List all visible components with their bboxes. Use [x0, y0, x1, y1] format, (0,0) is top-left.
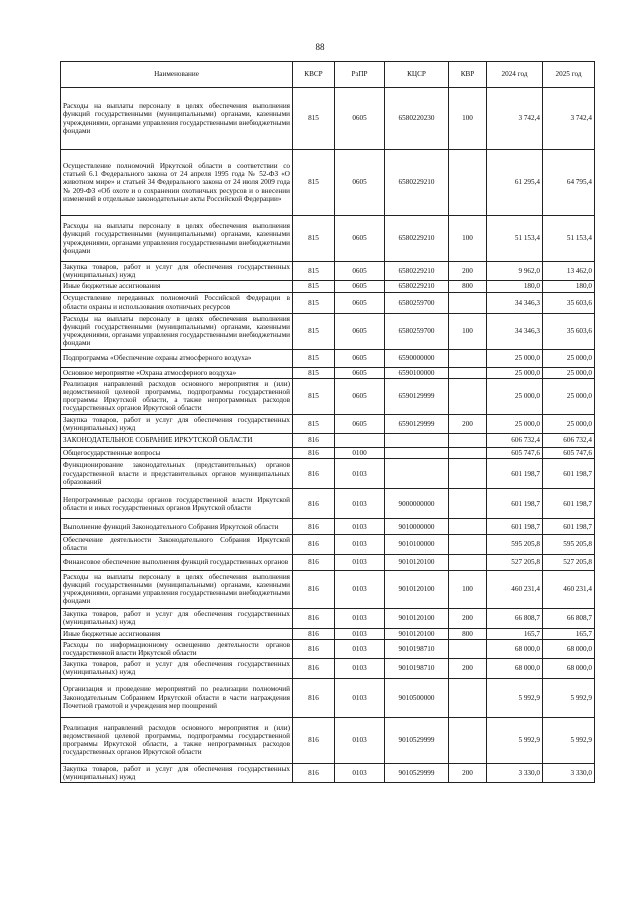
row-name: ЗАКОНОДАТЕЛЬНОЕ СОБРАНИЕ ИРКУТСКОЙ ОБЛАСТИ: [61, 434, 293, 448]
row-2024: 460 231,4: [487, 570, 543, 608]
header-2025: 2025 год: [543, 62, 595, 88]
row-kcsr: [385, 434, 449, 448]
row-kvr: 200: [449, 414, 487, 433]
row-name: Общегосударственные вопросы: [61, 448, 293, 459]
header-kvsr: КВСР: [293, 62, 335, 88]
row-kvr: 100: [449, 88, 487, 150]
table-row: [61, 519, 595, 535]
row-2025: 25 000,0: [543, 367, 595, 378]
row-rzpr: 0100: [335, 448, 385, 459]
row-rzpr: 0605: [335, 262, 385, 281]
row-kvr: [449, 448, 487, 459]
row-rzpr: 0103: [335, 608, 385, 628]
row-2025: 25 000,0: [543, 414, 595, 433]
row-kvsr: 816: [293, 763, 335, 782]
budget-table: [60, 61, 595, 783]
row-kvsr: 816: [293, 570, 335, 608]
table-row: [61, 216, 595, 262]
table-row: [61, 608, 595, 628]
row-2024: 5 992,9: [487, 717, 543, 763]
row-2025: 3 742,4: [543, 88, 595, 150]
row-2024: 34 346,3: [487, 292, 543, 313]
row-name: Расходы на выплаты персоналу в целях обеспечения выполнения функций государственными (муниципальными) органами, казенными учреждениями, органами управления государственными внебюджетными фондами: [61, 313, 293, 349]
table-row: [61, 570, 595, 608]
row-kcsr: 9010120100: [385, 570, 449, 608]
row-kvr: [449, 378, 487, 414]
row-rzpr: 0605: [335, 313, 385, 349]
row-kcsr: 9000000000: [385, 489, 449, 519]
table-row: [61, 262, 595, 281]
table-row: [61, 535, 595, 554]
row-2025: 5 992,9: [543, 678, 595, 717]
row-name: Функционирование законодательных (представительных) органов государственной власти и представительных органов муниципальных образований: [61, 459, 293, 489]
row-2025: 35 603,6: [543, 313, 595, 349]
row-kvsr: 816: [293, 554, 335, 570]
table-row: [61, 554, 595, 570]
row-kvsr: 816: [293, 448, 335, 459]
row-kcsr: 6590100000: [385, 367, 449, 378]
row-kcsr: 6590129999: [385, 378, 449, 414]
row-kvr: [449, 678, 487, 717]
row-2024: 3 742,4: [487, 88, 543, 150]
row-2025: 35 603,6: [543, 292, 595, 313]
row-kcsr: 6590129999: [385, 414, 449, 433]
row-kvsr: 816: [293, 489, 335, 519]
row-name: Закупка товаров, работ и услуг для обеспечения государственных (муниципальных) нужд: [61, 659, 293, 678]
table-row: [61, 150, 595, 216]
row-kcsr: 9010529999: [385, 717, 449, 763]
row-name: Организация и проведение мероприятий по реализации полномочий Законодательным Собранием Иркутской области в части награждения Почетной грамотой и учреждения мер поощрений: [61, 678, 293, 717]
row-2024: 601 198,7: [487, 489, 543, 519]
row-rzpr: 0605: [335, 378, 385, 414]
row-kvsr: 816: [293, 628, 335, 639]
row-name: Обеспечение деятельности Законодательного Собрания Иркутской области: [61, 535, 293, 554]
row-2025: 5 992,9: [543, 717, 595, 763]
row-kcsr: 9010500000: [385, 678, 449, 717]
row-2025: 601 198,7: [543, 519, 595, 535]
table-row: [61, 292, 595, 313]
row-2025: 527 205,8: [543, 554, 595, 570]
row-kvsr: 815: [293, 414, 335, 433]
row-name: Реализация направлений расходов основного мероприятия и (или) ведомственной целевой программы, подпрограммы государственной программы Иркутской области, а также непрограммных расходов государственных органов Иркутской области: [61, 717, 293, 763]
row-2025: 25 000,0: [543, 378, 595, 414]
row-rzpr: 0605: [335, 414, 385, 433]
row-2024: 180,0: [487, 281, 543, 292]
row-rzpr: 0605: [335, 281, 385, 292]
row-rzpr: 0103: [335, 554, 385, 570]
header-2024: 2024 год: [487, 62, 543, 88]
row-rzpr: 0103: [335, 489, 385, 519]
table-row: [61, 489, 595, 519]
table-row: [61, 639, 595, 658]
row-kcsr: 9010120100: [385, 608, 449, 628]
row-2025: 25 000,0: [543, 349, 595, 367]
row-name: Расходы на выплаты персоналу в целях обеспечения выполнения функций государственными (муниципальными) органами, казенными учреждениями, органами управления государственными внебюджетными фондами: [61, 216, 293, 262]
row-kcsr: [385, 448, 449, 459]
row-kvr: 100: [449, 313, 487, 349]
row-rzpr: 0103: [335, 535, 385, 554]
row-rzpr: 0103: [335, 459, 385, 489]
row-kvsr: 816: [293, 608, 335, 628]
row-kvsr: 816: [293, 459, 335, 489]
row-name: Реализация направлений расходов основного мероприятия и (или) ведомственной целевой программы, подпрограммы государственной программы Иркутской области, а также непрограммных расходов государственных органов Иркутской области: [61, 378, 293, 414]
row-rzpr: 0103: [335, 639, 385, 658]
row-name: Расходы по информационному освещению деятельности органов государственной власти Иркутской области: [61, 639, 293, 658]
row-kvr: [449, 717, 487, 763]
table-row: [61, 434, 595, 448]
row-2024: 61 295,4: [487, 150, 543, 216]
row-kcsr: 6590000000: [385, 349, 449, 367]
row-kcsr: 9010198710: [385, 659, 449, 678]
row-kcsr: 9010529999: [385, 763, 449, 782]
table-row: [61, 678, 595, 717]
row-kvsr: 815: [293, 262, 335, 281]
row-name: Расходы на выплаты персоналу в целях обеспечения выполнения функций государственными (муниципальными) органами, казенными учреждениями, органами управления государственными внебюджетными фондами: [61, 570, 293, 608]
row-2025: 165,7: [543, 628, 595, 639]
row-kvr: 200: [449, 659, 487, 678]
row-kvsr: 815: [293, 349, 335, 367]
row-kvsr: 815: [293, 378, 335, 414]
row-kcsr: 6580259700: [385, 292, 449, 313]
row-rzpr: 0103: [335, 570, 385, 608]
row-kvr: [449, 292, 487, 313]
row-rzpr: 0605: [335, 88, 385, 150]
row-kvr: [449, 434, 487, 448]
row-2024: 527 205,8: [487, 554, 543, 570]
row-kcsr: 6580259700: [385, 313, 449, 349]
row-kvsr: 816: [293, 717, 335, 763]
row-2024: 25 000,0: [487, 378, 543, 414]
row-kvr: [449, 150, 487, 216]
table-row: [61, 281, 595, 292]
row-kcsr: [385, 459, 449, 489]
row-kvr: 800: [449, 628, 487, 639]
row-2024: 25 000,0: [487, 414, 543, 433]
row-rzpr: 0605: [335, 150, 385, 216]
row-name: Иные бюджетные ассигнования: [61, 281, 293, 292]
row-kvsr: 816: [293, 639, 335, 658]
row-name: Осуществление полномочий Иркутской области в соответствии со статьей 6.1 Федерального закона от 24 апреля 1995 года № 52-ФЗ «О животном мире» и статьей 34 Федерального закона от 24 июля 2009 года № 209-ФЗ «Об охоте и о сохранении охотничьих ресурсов и о внесении изменений в отдельные законодательные акты Российской Федерации»: [61, 150, 293, 216]
row-2025: 606 732,4: [543, 434, 595, 448]
table-row: [61, 313, 595, 349]
row-kcsr: 9010000000: [385, 519, 449, 535]
row-kvsr: 816: [293, 678, 335, 717]
row-name: Финансовое обеспечение выполнения функций государственных органов: [61, 554, 293, 570]
table-row: [61, 628, 595, 639]
row-2024: 3 330,0: [487, 763, 543, 782]
row-kcsr: 6580229210: [385, 262, 449, 281]
row-2024: 605 747,6: [487, 448, 543, 459]
row-kvr: 200: [449, 262, 487, 281]
row-kvsr: 815: [293, 281, 335, 292]
header-kvr: КВР: [449, 62, 487, 88]
row-name: Закупка товаров, работ и услуг для обеспечения государственных (муниципальных) нужд: [61, 414, 293, 433]
row-kvsr: 815: [293, 313, 335, 349]
row-2025: 68 000,0: [543, 659, 595, 678]
row-rzpr: 0605: [335, 216, 385, 262]
row-kcsr: 6580229210: [385, 281, 449, 292]
row-kvr: [449, 535, 487, 554]
row-2024: 606 732,4: [487, 434, 543, 448]
row-name: Закупка товаров, работ и услуг для обеспечения государственных (муниципальных) нужд: [61, 608, 293, 628]
row-kvr: 100: [449, 570, 487, 608]
row-name: Закупка товаров, работ и услуг для обеспечения государственных (муниципальных) нужд: [61, 262, 293, 281]
row-2025: 601 198,7: [543, 459, 595, 489]
row-name: Расходы на выплаты персоналу в целях обеспечения выполнения функций государственными (муниципальными) органами, казенными учреждениями, органами управления государственными внебюджетными фондами: [61, 88, 293, 150]
row-2024: 165,7: [487, 628, 543, 639]
table-row: [61, 88, 595, 150]
row-kvr: [449, 489, 487, 519]
row-name: Подпрограмма «Обеспечение охраны атмосферного воздуха»: [61, 349, 293, 367]
row-2024: 66 808,7: [487, 608, 543, 628]
row-kcsr: 9010100000: [385, 535, 449, 554]
row-rzpr: 0103: [335, 519, 385, 535]
row-2024: 25 000,0: [487, 349, 543, 367]
row-kvsr: 815: [293, 88, 335, 150]
row-2025: 180,0: [543, 281, 595, 292]
row-kvsr: 816: [293, 519, 335, 535]
row-kcsr: 9010120100: [385, 628, 449, 639]
row-kvr: 200: [449, 763, 487, 782]
row-name: Иные бюджетные ассигнования: [61, 628, 293, 639]
row-2025: 460 231,4: [543, 570, 595, 608]
row-2024: 25 000,0: [487, 367, 543, 378]
row-2024: 601 198,7: [487, 459, 543, 489]
row-2025: 595 205,8: [543, 535, 595, 554]
row-2024: 601 198,7: [487, 519, 543, 535]
row-kvsr: 815: [293, 367, 335, 378]
row-kvsr: 816: [293, 659, 335, 678]
row-2024: 51 153,4: [487, 216, 543, 262]
row-2024: 34 346,3: [487, 313, 543, 349]
row-rzpr: 0103: [335, 763, 385, 782]
row-rzpr: 0605: [335, 349, 385, 367]
row-name: Закупка товаров, работ и услуг для обеспечения государственных (муниципальных) нужд: [61, 763, 293, 782]
table-row: [61, 378, 595, 414]
row-kcsr: 6580229210: [385, 216, 449, 262]
row-2025: 3 330,0: [543, 763, 595, 782]
row-name: Выполнение функций Законодательного Собрания Иркутской области: [61, 519, 293, 535]
row-2024: 595 205,8: [487, 535, 543, 554]
table-row: [61, 459, 595, 489]
row-2025: 51 153,4: [543, 216, 595, 262]
table-row: [61, 367, 595, 378]
row-kvr: [449, 367, 487, 378]
table-row: [61, 763, 595, 782]
row-rzpr: 0103: [335, 628, 385, 639]
row-2024: 68 000,0: [487, 639, 543, 658]
row-kvsr: 815: [293, 216, 335, 262]
row-rzpr: 0103: [335, 717, 385, 763]
table-row: [61, 717, 595, 763]
table-header-row: [61, 62, 595, 88]
row-kvr: 100: [449, 216, 487, 262]
row-2025: 64 795,4: [543, 150, 595, 216]
row-kvr: [449, 639, 487, 658]
table-row: [61, 448, 595, 459]
row-name: Непрограммные расходы органов государственной власти Иркутской области и иных государственных органов Иркутской области: [61, 489, 293, 519]
row-2025: 605 747,6: [543, 448, 595, 459]
row-kvr: 200: [449, 608, 487, 628]
row-kvsr: 815: [293, 150, 335, 216]
table-row: [61, 414, 595, 433]
row-2024: 5 992,9: [487, 678, 543, 717]
row-2024: 68 000,0: [487, 659, 543, 678]
row-kcsr: 6580220230: [385, 88, 449, 150]
row-kvr: [449, 459, 487, 489]
row-2025: 13 462,0: [543, 262, 595, 281]
row-2025: 66 808,7: [543, 608, 595, 628]
row-name: Осуществление переданных полномочий Российской Федерации в области охраны и использования охотничьих ресурсов: [61, 292, 293, 313]
row-2025: 68 000,0: [543, 639, 595, 658]
header-name: Наименование: [61, 62, 293, 88]
row-2024: 9 962,0: [487, 262, 543, 281]
row-kcsr: 6580229210: [385, 150, 449, 216]
table-row: [61, 349, 595, 367]
row-kvr: 800: [449, 281, 487, 292]
row-kvsr: 815: [293, 292, 335, 313]
row-kvsr: 816: [293, 535, 335, 554]
row-name: Основное мероприятие «Охрана атмосферного воздуха»: [61, 367, 293, 378]
row-rzpr: 0103: [335, 659, 385, 678]
row-kvsr: 816: [293, 434, 335, 448]
row-kvr: [449, 554, 487, 570]
row-2025: 601 198,7: [543, 489, 595, 519]
row-rzpr: 0103: [335, 678, 385, 717]
row-rzpr: 0605: [335, 292, 385, 313]
row-kcsr: 9010120100: [385, 554, 449, 570]
row-rzpr: 0605: [335, 367, 385, 378]
row-rzpr: [335, 434, 385, 448]
row-kvr: [449, 519, 487, 535]
header-kcsr: КЦСР: [385, 62, 449, 88]
row-kcsr: 9010198710: [385, 639, 449, 658]
table-row: [61, 659, 595, 678]
header-rzpr: РзПР: [335, 62, 385, 88]
row-kvr: [449, 349, 487, 367]
page-number: 88: [315, 42, 325, 52]
